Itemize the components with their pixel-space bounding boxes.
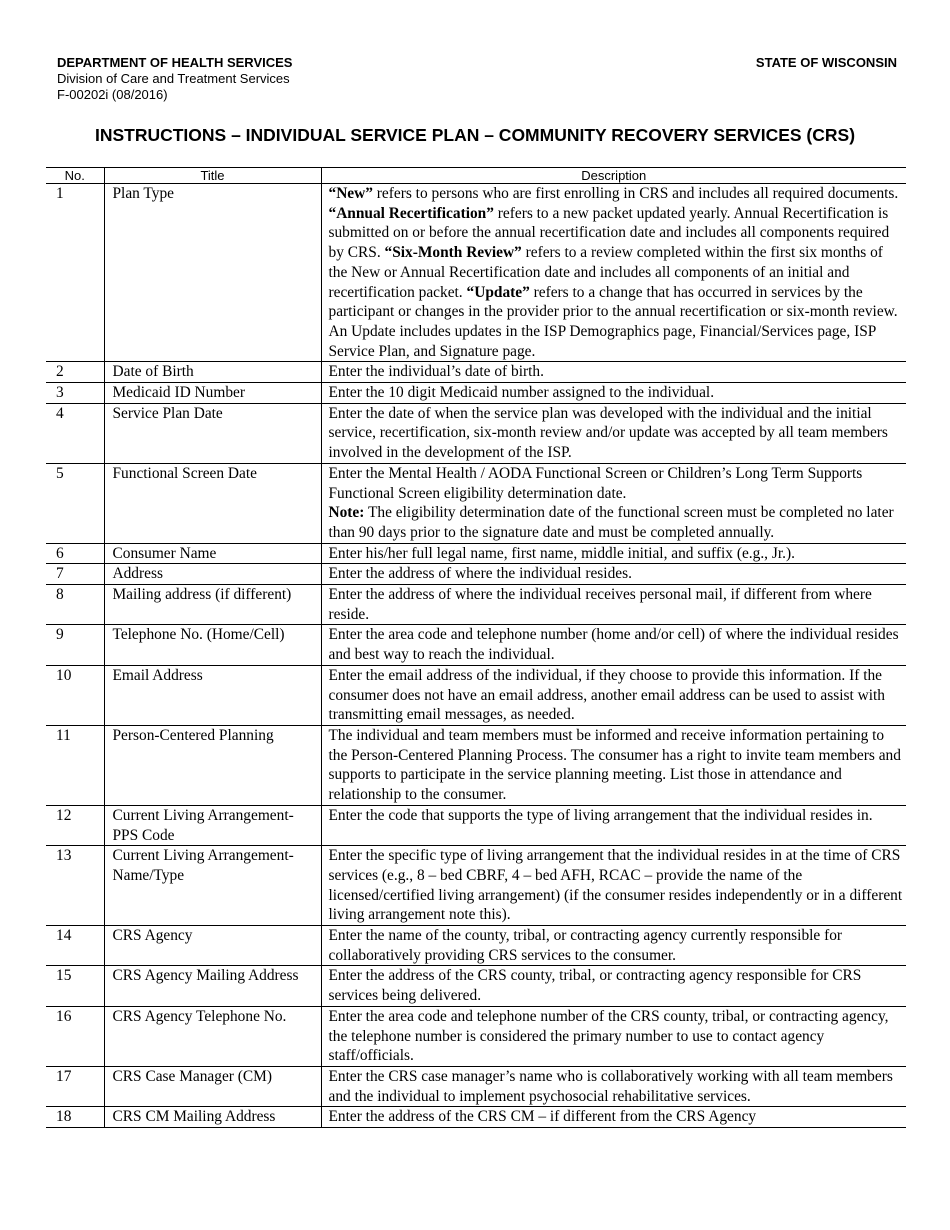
row-title: Person-Centered Planning — [104, 725, 321, 805]
row-description — [321, 362, 906, 383]
row-title: Date of Birth — [104, 362, 321, 383]
row-title: Mailing address (if different) — [104, 585, 321, 625]
description-text: Enter the specific type of living arrangement that the individual resides in at the time of CRS services (e.g., 8 – bed CBRF, 4 – bed AFH, RCAC – provide the name of the licensed/certified living arrangement) (if the consumer resides independently or in a different living arrangement note this). — [328, 847, 903, 924]
description-text: Enter the CRS case manager’s name who is collaboratively working with all team members and the individual to implement psychosocial rehabilitative services. — [328, 1067, 893, 1105]
table-row — [46, 463, 906, 543]
description-text: Enter the address of where the individual receives personal mail, if different from where reside. — [328, 586, 872, 623]
row-title: Functional Screen Date — [104, 463, 321, 543]
table-row — [46, 564, 906, 585]
row-number: 4 — [46, 403, 104, 463]
row-title: Address — [104, 564, 321, 585]
row-number: 13 — [46, 846, 104, 926]
instructions-table — [46, 167, 906, 1128]
description-text: Enter the 10 digit Medicaid number assigned to the individual. — [328, 384, 715, 402]
page-title: INSTRUCTIONS – INDIVIDUAL SERVICE PLAN – COMMUNITY RECOVERY SERVICES (CRS) — [94, 125, 856, 145]
row-title: Medicaid ID Number — [104, 383, 321, 404]
row-title: CRS Case Manager (CM) — [104, 1066, 321, 1106]
row-title: CRS CM Mailing Address — [104, 1107, 321, 1128]
table-row — [46, 1066, 906, 1106]
row-number: 11 — [46, 725, 104, 805]
description-text: Enter the date of when the service plan was developed with the individual and the initial service, recertification, six-month review and/or update was accepted by all team members involved in the development of the ISP. — [328, 404, 888, 462]
row-description — [321, 1006, 906, 1066]
description-text: The eligibility determination date of the functional screen must be completed no later than 90 days prior to the signature date and must be completed annually. — [328, 504, 894, 541]
row-number: 1 — [46, 184, 104, 362]
table-header-row — [46, 168, 906, 184]
table-row — [46, 383, 906, 404]
description-term: “Six-Month Review” — [384, 244, 522, 262]
row-title: CRS Agency Mailing Address — [104, 966, 321, 1006]
row-description — [321, 966, 906, 1006]
description-text: refers to a new packet updated yearly. Annual Recertification is submitted on or before the annual recertification date and includes all components required by CRS. — [328, 204, 890, 262]
row-title: Plan Type — [104, 184, 321, 362]
row-description — [321, 725, 906, 805]
description-text: Enter his/her full legal name, first name, middle initial, and suffix (e.g., Jr.). — [328, 544, 795, 562]
form-id: F-00202i (08/2016) — [57, 87, 168, 102]
row-number: 6 — [46, 543, 104, 564]
table-row — [46, 926, 906, 966]
row-number: 2 — [46, 362, 104, 383]
row-description — [321, 805, 906, 845]
description-text: Enter the individual’s date of birth. — [328, 363, 544, 381]
description-text: refers to a change that has occurred in services by the participant or changes in the provider prior to the annual recertification or six-month review. An Update includes updates in the ISP Demographics page, Financial/Services page, ISP Service Plan, and Signature page. — [328, 283, 898, 360]
table-row — [46, 665, 906, 725]
state-name: STATE OF WISCONSIN — [755, 55, 897, 70]
row-description — [321, 403, 906, 463]
description-text: Enter the area code and telephone number of the CRS county, tribal, or contracting agency, the telephone number is considered the primary number to use to contact agency staff/officials. — [328, 1007, 889, 1065]
row-description — [321, 926, 906, 966]
description-text: The individual and team members must be informed and receive information pertaining to the Person-Centered Planning Process. The consumer has a right to invite team members and supports to participate in the service planning meeting. List those in attendance and relationship to the consumer. — [328, 726, 901, 804]
row-description — [321, 543, 906, 564]
description-text: Enter the address of the CRS CM – if different from the CRS Agency — [328, 1108, 757, 1126]
description-text: Enter the Mental Health / AODA Functional Screen or Children’s Long Term Supports Functional Screen eligibility determination date. — [328, 464, 863, 502]
table-row — [46, 1006, 906, 1066]
table-row — [46, 585, 906, 625]
row-number: 5 — [46, 463, 104, 543]
row-number: 10 — [46, 665, 104, 725]
row-number: 7 — [46, 564, 104, 585]
description-term: “Annual Recertification” — [328, 204, 494, 222]
row-description — [321, 184, 906, 362]
row-description — [321, 585, 906, 625]
table-row — [46, 362, 906, 383]
row-number: 16 — [46, 1006, 104, 1066]
row-number: 3 — [46, 383, 104, 404]
row-title: Consumer Name — [104, 543, 321, 564]
row-number: 8 — [46, 585, 104, 625]
table-row — [46, 1107, 906, 1128]
table-body — [46, 184, 906, 1128]
table-row — [46, 184, 906, 362]
table-row — [46, 725, 906, 805]
column-header-title: Title — [104, 168, 321, 184]
description-text: Enter the area code and telephone number (home and/or cell) of where the individual resides and best way to reach the individual. — [328, 626, 899, 664]
table-row — [46, 805, 906, 845]
table-row — [46, 966, 906, 1006]
row-number: 14 — [46, 926, 104, 966]
row-number: 12 — [46, 805, 104, 845]
column-header-no: No. — [46, 168, 104, 184]
form-header-left — [57, 55, 292, 103]
row-description — [321, 463, 906, 543]
row-description — [321, 564, 906, 585]
description-text: Enter the code that supports the type of living arrangement that the individual resides in. — [328, 806, 873, 824]
row-title: Telephone No. (Home/Cell) — [104, 625, 321, 665]
row-title: CRS Agency Telephone No. — [104, 1006, 321, 1066]
row-description — [321, 665, 906, 725]
department-name: DEPARTMENT OF HEALTH SERVICES — [57, 55, 293, 70]
row-title: CRS Agency — [104, 926, 321, 966]
row-title: Service Plan Date — [104, 403, 321, 463]
row-title: Current Living Arrangement- Name/Type — [104, 846, 321, 926]
table-row — [46, 625, 906, 665]
row-description — [321, 1107, 906, 1128]
row-description — [321, 625, 906, 665]
description-term: “New” — [328, 185, 373, 202]
row-title: Current Living Arrangement- PPS Code — [104, 805, 321, 845]
row-number: 18 — [46, 1107, 104, 1128]
description-text: Enter the address of the CRS county, tribal, or contracting agency responsible for CRS services being delivered. — [328, 967, 862, 1005]
division-name: Division of Care and Treatment Services — [57, 71, 290, 86]
description-text: Enter the address of where the individual resides. — [328, 565, 632, 583]
row-title: Email Address — [104, 665, 321, 725]
description-term: “Update” — [466, 283, 530, 301]
table-row — [46, 543, 906, 564]
row-description — [321, 1066, 906, 1106]
row-number: 17 — [46, 1066, 104, 1106]
row-number: 9 — [46, 625, 104, 665]
description-text: refers to persons who are first enrolling in CRS and includes all required documents. — [372, 185, 899, 202]
description-text: Enter the name of the county, tribal, or contracting agency currently responsible for collaboratively providing CRS services to the consumer. — [328, 927, 843, 964]
row-description — [321, 383, 906, 404]
table-row — [46, 403, 906, 463]
row-number: 15 — [46, 966, 104, 1006]
description-term: Note: — [328, 504, 365, 522]
description-text: Enter the email address of the individual, if they choose to provide this information. If the consumer does not have an email address, another email address can be used to assist with transmitting email messages, as needed. — [328, 666, 885, 724]
row-description — [321, 846, 906, 926]
description-text: refers to a review completed within the first six months of the New or Annual Recertification date and includes all components of an initial and recertification packet. — [328, 244, 883, 301]
table-row — [46, 846, 906, 926]
column-header-description: Description — [321, 168, 906, 184]
